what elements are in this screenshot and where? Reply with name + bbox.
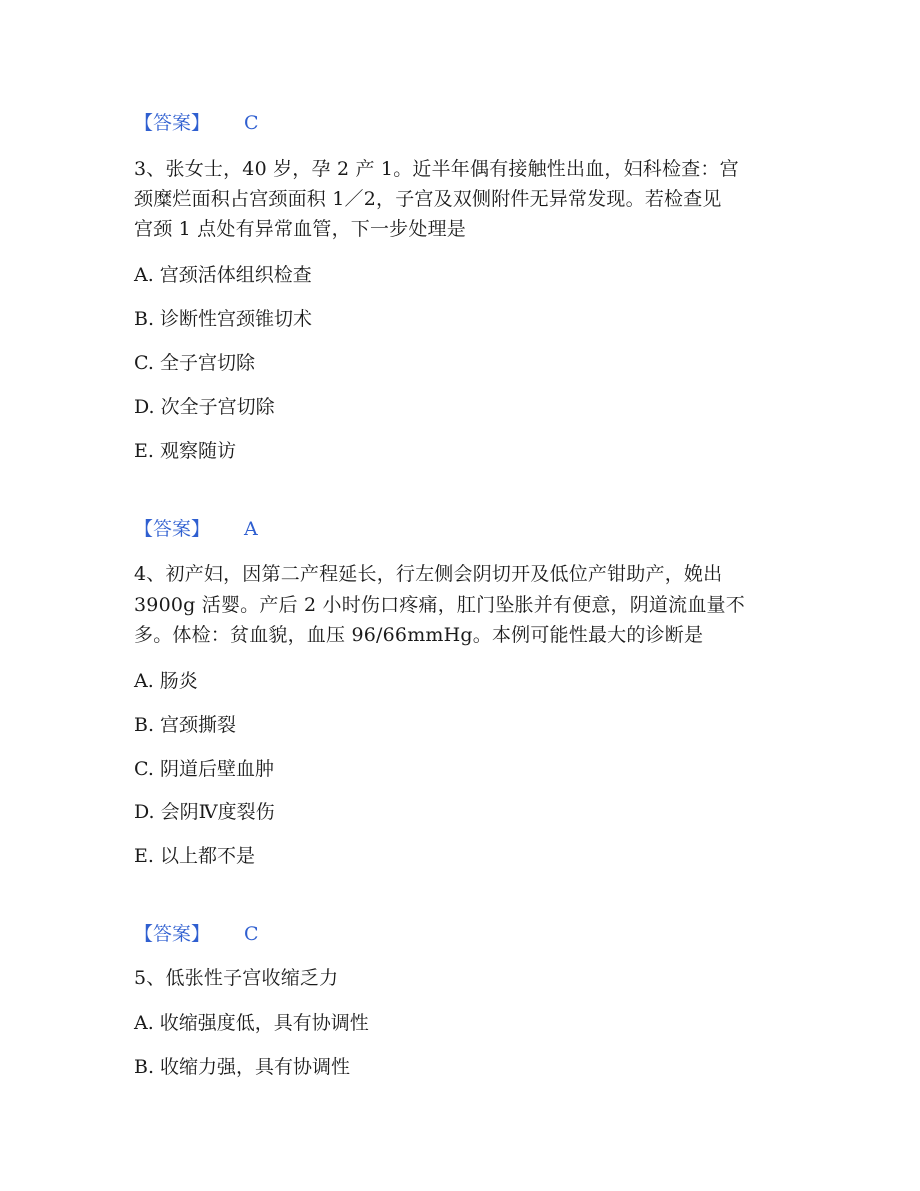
question-line: 颈糜烂面积占宫颈面积 1／2，子宫及双侧附件无异常发现。若检查见 xyxy=(134,188,722,210)
answer-row xyxy=(134,110,259,136)
question-line: 宫颈 1 点处有异常血管，下一步处理是 xyxy=(134,218,466,240)
answer-label: 【答案】 xyxy=(134,112,211,134)
question-line: 4、初产妇，因第二产程延长，行左侧会阴切开及低位产钳助产，娩出 xyxy=(134,563,723,585)
answer-value: C xyxy=(244,923,259,945)
answer-row xyxy=(134,516,258,542)
answer-label: 【答案】 xyxy=(134,923,211,945)
option-e: E. 以上都不是 xyxy=(134,845,255,867)
question-line: 5、低张性子宫收缩乏力 xyxy=(134,967,339,989)
option-a: A. 收缩强度低，具有协调性 xyxy=(134,1012,369,1034)
option-d: D. 会阴Ⅳ度裂伤 xyxy=(134,801,275,823)
question-line: 多。体检：贫血貌，血压 96/66mmHg。本例可能性最大的诊断是 xyxy=(134,624,704,646)
answer-label: 【答案】 xyxy=(134,518,211,540)
question-line: 3900g 活婴。产后 2 小时伤口疼痛，肛门坠胀并有便意，阴道流血量不 xyxy=(134,594,745,616)
answer-row xyxy=(134,921,259,947)
option-c: C. 阴道后壁血肿 xyxy=(134,758,274,780)
question-line: 3、张女士，40 岁，孕 2 产 1。近半年偶有接触性出血，妇科检查：宫 xyxy=(134,158,739,180)
option-a: A. 宫颈活体组织检查 xyxy=(134,264,312,286)
option-d: D. 次全子宫切除 xyxy=(134,396,275,418)
option-b: B. 收缩力强，具有协调性 xyxy=(134,1056,351,1078)
option-b: B. 宫颈撕裂 xyxy=(134,714,237,736)
answer-value: C xyxy=(244,112,259,134)
option-c: C. 全子宫切除 xyxy=(134,352,255,374)
option-e: E. 观察随访 xyxy=(134,440,236,462)
option-b: B. 诊断性宫颈锥切术 xyxy=(134,308,313,330)
answer-value: A xyxy=(244,518,258,540)
option-a: A. 肠炎 xyxy=(134,670,198,692)
